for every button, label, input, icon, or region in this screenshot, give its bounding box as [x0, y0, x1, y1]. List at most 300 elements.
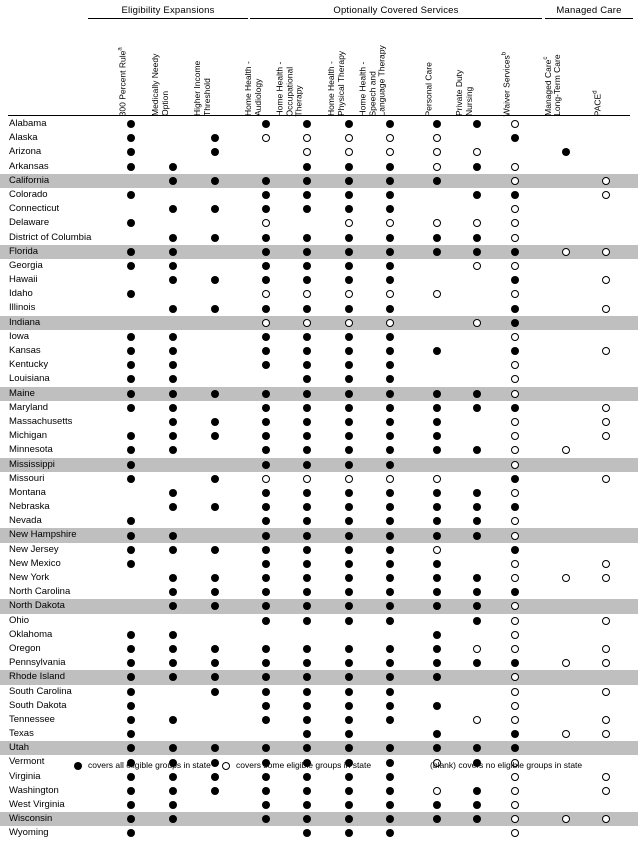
- coverage-marker-hh_ot: [303, 815, 311, 823]
- coverage-marker-pace: [602, 305, 610, 313]
- coverage-marker-hh_ot: [303, 602, 311, 610]
- coverage-marker-waiver: [511, 305, 519, 313]
- coverage-marker-higherincome: [211, 205, 219, 213]
- coverage-marker-hh_pt: [345, 801, 353, 809]
- coverage-marker-hh_ot: [303, 276, 311, 284]
- coverage-marker-hh_slt: [386, 461, 394, 469]
- coverage-marker-personalcare: [433, 588, 441, 596]
- state-name: Illinois: [9, 302, 36, 314]
- coverage-marker-hh_audiology: [262, 248, 270, 256]
- column-header-line: Audiology: [252, 78, 263, 116]
- coverage-marker-hh_pt: [345, 390, 353, 398]
- coverage-marker-hh_pt: [345, 716, 353, 724]
- coverage-marker-waiver: [511, 602, 519, 610]
- coverage-marker-hh_audiology: [262, 702, 270, 710]
- column-header-line: Waiver Services$^b$: [501, 51, 512, 116]
- coverage-marker-hh_ot: [303, 688, 311, 696]
- coverage-marker-hh_slt: [386, 829, 394, 837]
- state-name: Washington: [9, 784, 59, 796]
- coverage-marker-hh_audiology: [262, 659, 270, 667]
- coverage-marker-privateduty: [473, 801, 481, 809]
- coverage-marker-waiver: [511, 688, 519, 696]
- table-row[interactable]: [0, 798, 638, 812]
- table-row[interactable]: [0, 528, 638, 542]
- coverage-marker-rule300: [127, 546, 135, 554]
- state-name: Utah: [9, 742, 30, 754]
- coverage-marker-hh_audiology: [262, 574, 270, 582]
- coverage-marker-rule300: [127, 361, 135, 369]
- table-row[interactable]: [0, 642, 638, 656]
- coverage-marker-waiver: [511, 588, 519, 596]
- coverage-marker-hh_pt: [345, 560, 353, 568]
- coverage-marker-personalcare: [433, 120, 441, 128]
- coverage-marker-medneedy: [169, 361, 177, 369]
- group-header: [545, 5, 633, 19]
- table-row[interactable]: [0, 174, 638, 188]
- coverage-marker-hh_pt: [345, 404, 353, 412]
- table-row[interactable]: [0, 344, 638, 358]
- coverage-marker-hh_ot: [303, 787, 311, 795]
- coverage-marker-hh_slt: [386, 815, 394, 823]
- column-header-personalcare: [425, 62, 435, 116]
- coverage-marker-rule300: [127, 248, 135, 256]
- coverage-marker-hh_ot: [303, 134, 311, 142]
- coverage-marker-hh_slt: [386, 191, 394, 199]
- column-header-line: Higher Income: [192, 60, 202, 116]
- coverage-marker-hh_slt: [386, 205, 394, 213]
- coverage-marker-hh_pt: [345, 446, 353, 454]
- coverage-marker-hh_ot: [303, 333, 311, 341]
- coverage-marker-privateduty: [473, 390, 481, 398]
- coverage-marker-privateduty: [473, 532, 481, 540]
- table-row[interactable]: [0, 372, 638, 386]
- legend-label: covers some eligible groups in state: [236, 760, 372, 770]
- coverage-marker-hh_ot: [303, 588, 311, 596]
- coverage-marker-hh_ot: [303, 361, 311, 369]
- coverage-marker-higherincome: [211, 673, 219, 681]
- coverage-marker-medneedy: [169, 390, 177, 398]
- coverage-marker-hh_slt: [386, 148, 394, 156]
- state-name: Maine: [9, 387, 35, 399]
- coverage-marker-hh_ot: [303, 560, 311, 568]
- coverage-marker-higherincome: [211, 148, 219, 156]
- state-name: Ohio: [9, 614, 30, 626]
- coverage-marker-medneedy: [169, 574, 177, 582]
- coverage-marker-hh_ot: [303, 532, 311, 540]
- state-name: Rhode Island: [9, 671, 65, 683]
- coverage-marker-mltc: [562, 659, 570, 667]
- coverage-marker-personalcare: [433, 219, 441, 227]
- coverage-marker-mltc: [562, 248, 570, 256]
- coverage-marker-waiver: [511, 120, 519, 128]
- coverage-marker-waiver: [511, 290, 519, 298]
- coverage-marker-rule300: [127, 517, 135, 525]
- coverage-marker-waiver: [511, 361, 519, 369]
- coverage-marker-hh_ot: [303, 517, 311, 525]
- coverage-marker-hh_ot: [303, 730, 311, 738]
- coverage-marker-hh_pt: [345, 432, 353, 440]
- coverage-marker-hh_slt: [386, 347, 394, 355]
- table-row[interactable]: [0, 656, 638, 670]
- table-row[interactable]: [0, 429, 638, 443]
- table-row[interactable]: [0, 188, 638, 202]
- table-row[interactable]: [0, 301, 638, 315]
- coverage-marker-medneedy: [169, 432, 177, 440]
- table-row[interactable]: [0, 273, 638, 287]
- coverage-marker-hh_slt: [386, 617, 394, 625]
- coverage-marker-hh_slt: [386, 390, 394, 398]
- table-row[interactable]: [0, 628, 638, 642]
- coverage-marker-waiver: [511, 801, 519, 809]
- coverage-marker-hh_pt: [345, 191, 353, 199]
- coverage-marker-waiver: [511, 375, 519, 383]
- coverage-marker-hh_audiology: [262, 475, 270, 483]
- coverage-marker-higherincome: [211, 744, 219, 752]
- coverage-marker-hh_audiology: [262, 461, 270, 469]
- coverage-marker-medneedy: [169, 801, 177, 809]
- coverage-marker-mltc: [562, 815, 570, 823]
- column-header-line: 300 Percent Rule$^a$: [117, 46, 128, 116]
- table-row[interactable]: [0, 514, 638, 528]
- coverage-marker-personalcare: [433, 347, 441, 355]
- coverage-marker-hh_pt: [345, 673, 353, 681]
- coverage-marker-hh_ot: [303, 404, 311, 412]
- coverage-marker-hh_pt: [345, 688, 353, 696]
- table-row[interactable]: [0, 486, 638, 500]
- header-bottom-rule: [8, 115, 630, 116]
- coverage-marker-privateduty: [473, 815, 481, 823]
- column-header-higherincome: [193, 61, 212, 116]
- table-row[interactable]: [0, 145, 638, 159]
- coverage-marker-hh_audiology: [262, 688, 270, 696]
- coverage-marker-hh_slt: [386, 418, 394, 426]
- coverage-marker-hh_slt: [386, 517, 394, 525]
- coverage-marker-medneedy: [169, 177, 177, 185]
- coverage-marker-hh_pt: [345, 163, 353, 171]
- table-row[interactable]: [0, 131, 638, 145]
- coverage-marker-rule300: [127, 290, 135, 298]
- table-row[interactable]: [0, 699, 638, 713]
- coverage-marker-waiver: [511, 333, 519, 341]
- table-row[interactable]: [0, 741, 638, 755]
- table-row[interactable]: [0, 202, 638, 216]
- table-row[interactable]: [0, 784, 638, 798]
- state-name: South Dakota: [9, 699, 67, 711]
- table-row[interactable]: [0, 557, 638, 571]
- coverage-marker-personalcare: [433, 248, 441, 256]
- coverage-marker-waiver: [511, 730, 519, 738]
- coverage-marker-hh_audiology: [262, 347, 270, 355]
- coverage-marker-mltc: [562, 446, 570, 454]
- state-name: Pennsylvania: [9, 657, 66, 669]
- coverage-marker-higherincome: [211, 602, 219, 610]
- coverage-marker-hh_slt: [386, 744, 394, 752]
- column-header-line: Personal Care: [423, 61, 434, 116]
- table-row[interactable]: [0, 316, 638, 330]
- coverage-marker-higherincome: [211, 305, 219, 313]
- coverage-marker-higherincome: [211, 276, 219, 284]
- coverage-marker-hh_ot: [303, 702, 311, 710]
- state-name: Virginia: [9, 770, 41, 782]
- table-row[interactable]: [0, 216, 638, 230]
- coverage-marker-medneedy: [169, 645, 177, 653]
- coverage-marker-personalcare: [433, 404, 441, 412]
- state-name: North Carolina: [9, 586, 71, 598]
- table-row[interactable]: [0, 330, 638, 344]
- state-name: Massachusetts: [9, 415, 73, 427]
- coverage-marker-pace: [602, 574, 610, 582]
- coverage-marker-privateduty: [473, 262, 481, 270]
- coverage-marker-privateduty: [473, 503, 481, 511]
- coverage-marker-privateduty: [473, 659, 481, 667]
- coverage-marker-hh_ot: [303, 262, 311, 270]
- coverage-marker-rule300: [127, 532, 135, 540]
- coverage-marker-hh_audiology: [262, 645, 270, 653]
- coverage-marker-hh_ot: [303, 120, 311, 128]
- state-name: North Dakota: [9, 600, 65, 612]
- coverage-marker-hh_ot: [303, 248, 311, 256]
- column-header-line: Option: [159, 90, 170, 116]
- table-row[interactable]: [0, 670, 638, 684]
- group-header-row: [0, 0, 638, 26]
- table-row[interactable]: [0, 401, 638, 415]
- coverage-marker-medneedy: [169, 631, 177, 639]
- coverage-marker-rule300: [127, 432, 135, 440]
- table-row[interactable]: [0, 727, 638, 741]
- coverage-marker-rule300: [127, 702, 135, 710]
- coverage-marker-hh_slt: [386, 574, 394, 582]
- state-name: District of Columbia: [9, 231, 92, 243]
- column-header-line: Home Health -: [274, 61, 285, 116]
- coverage-marker-waiver: [511, 503, 519, 511]
- coverage-marker-hh_ot: [303, 205, 311, 213]
- legend-marker-part: [222, 762, 230, 770]
- column-header-mltc: [542, 55, 563, 116]
- coverage-marker-hh_ot: [303, 446, 311, 454]
- coverage-marker-medneedy: [169, 446, 177, 454]
- state-name: Oregon: [9, 642, 41, 654]
- coverage-marker-medneedy: [169, 744, 177, 752]
- table-row[interactable]: [0, 358, 638, 372]
- coverage-marker-pace: [602, 730, 610, 738]
- table-row[interactable]: [0, 713, 638, 727]
- coverage-marker-rule300: [127, 404, 135, 412]
- coverage-marker-privateduty: [473, 617, 481, 625]
- group-header: [250, 5, 542, 19]
- coverage-marker-waiver: [511, 446, 519, 454]
- coverage-marker-hh_audiology: [262, 262, 270, 270]
- coverage-marker-waiver: [511, 645, 519, 653]
- table-row[interactable]: [0, 160, 638, 174]
- coverage-marker-hh_pt: [345, 305, 353, 313]
- coverage-marker-hh_slt: [386, 532, 394, 540]
- state-name: Kansas: [9, 345, 41, 356]
- coverage-marker-medneedy: [169, 248, 177, 256]
- table-row[interactable]: [0, 599, 638, 613]
- coverage-marker-waiver: [511, 219, 519, 227]
- coverage-marker-personalcare: [433, 234, 441, 242]
- table-row[interactable]: [0, 826, 638, 840]
- coverage-marker-hh_ot: [303, 546, 311, 554]
- table-row[interactable]: [0, 812, 638, 826]
- coverage-marker-hh_ot: [303, 829, 311, 837]
- table-row[interactable]: [0, 585, 638, 599]
- coverage-marker-rule300: [127, 673, 135, 681]
- state-name: Alaska: [9, 132, 38, 144]
- coverage-marker-medneedy: [169, 602, 177, 610]
- coverage-marker-privateduty: [473, 787, 481, 795]
- coverage-marker-waiver: [511, 461, 519, 469]
- coverage-marker-hh_slt: [386, 688, 394, 696]
- coverage-marker-waiver: [511, 475, 519, 483]
- coverage-marker-waiver: [511, 163, 519, 171]
- column-header-line: Physical Therapy: [335, 50, 346, 116]
- coverage-marker-hh_audiology: [262, 503, 270, 511]
- coverage-marker-hh_audiology: [262, 290, 270, 298]
- coverage-marker-hh_pt: [345, 617, 353, 625]
- column-header-footnote-marker: c: [543, 56, 550, 60]
- coverage-marker-hh_slt: [386, 659, 394, 667]
- coverage-marker-hh_ot: [303, 659, 311, 667]
- column-header-line: Home Health -: [243, 61, 253, 116]
- coverage-marker-personalcare: [433, 815, 441, 823]
- coverage-marker-rule300: [127, 730, 135, 738]
- coverage-marker-rule300: [127, 475, 135, 483]
- table-row[interactable]: [0, 415, 638, 429]
- coverage-marker-hh_ot: [303, 574, 311, 582]
- coverage-marker-personalcare: [433, 673, 441, 681]
- coverage-marker-hh_slt: [386, 319, 394, 327]
- coverage-marker-medneedy: [169, 716, 177, 724]
- table-row[interactable]: [0, 543, 638, 557]
- table-row[interactable]: [0, 287, 638, 301]
- coverage-marker-rule300: [127, 815, 135, 823]
- state-name: Connecticut: [9, 203, 60, 215]
- coverage-marker-hh_ot: [303, 163, 311, 171]
- state-name: New Jersey: [9, 543, 59, 555]
- table-row[interactable]: [0, 614, 638, 628]
- table-row[interactable]: [0, 443, 638, 457]
- coverage-marker-waiver: [511, 234, 519, 242]
- coverage-marker-hh_audiology: [262, 446, 270, 454]
- coverage-marker-hh_slt: [386, 588, 394, 596]
- table-row[interactable]: [0, 231, 638, 245]
- state-name: Texas: [9, 728, 34, 740]
- coverage-marker-personalcare: [433, 787, 441, 795]
- coverage-marker-waiver: [511, 319, 519, 327]
- coverage-marker-hh_audiology: [262, 134, 270, 142]
- coverage-marker-waiver: [511, 546, 519, 554]
- group-header-rule: [545, 18, 633, 19]
- state-name: Tennessee: [9, 713, 55, 725]
- coverage-marker-higherincome: [211, 418, 219, 426]
- coverage-marker-personalcare: [433, 744, 441, 752]
- state-name: Oklahoma: [9, 628, 53, 640]
- coverage-marker-hh_pt: [345, 262, 353, 270]
- coverage-marker-privateduty: [473, 602, 481, 610]
- coverage-marker-pace: [602, 475, 610, 483]
- coverage-marker-privateduty: [473, 517, 481, 525]
- coverage-marker-hh_pt: [345, 290, 353, 298]
- coverage-marker-waiver: [511, 205, 519, 213]
- table-row[interactable]: [0, 387, 638, 401]
- coverage-marker-hh_pt: [345, 588, 353, 596]
- state-name: Nebraska: [9, 501, 50, 513]
- coverage-marker-waiver: [511, 134, 519, 142]
- coverage-marker-hh_audiology: [262, 815, 270, 823]
- table-row[interactable]: [0, 117, 638, 131]
- coverage-marker-hh_pt: [345, 645, 353, 653]
- column-header-line: Long-Term Care: [552, 54, 563, 116]
- table-row[interactable]: [0, 472, 638, 486]
- coverage-marker-personalcare: [433, 546, 441, 554]
- state-name: California: [9, 174, 50, 186]
- coverage-marker-hh_audiology: [262, 219, 270, 227]
- table-row[interactable]: [0, 259, 638, 273]
- coverage-marker-waiver: [511, 702, 519, 710]
- column-header-line: Nursing: [463, 86, 474, 116]
- table-row[interactable]: [0, 500, 638, 514]
- state-name: Montana: [9, 486, 46, 498]
- coverage-marker-rule300: [127, 801, 135, 809]
- state-name: South Carolina: [9, 685, 72, 697]
- coverage-marker-rule300: [127, 134, 135, 142]
- coverage-marker-hh_slt: [386, 375, 394, 383]
- coverage-marker-personalcare: [433, 134, 441, 142]
- coverage-marker-hh_slt: [386, 163, 394, 171]
- coverage-marker-hh_slt: [386, 361, 394, 369]
- state-name: West Virginia: [9, 799, 65, 810]
- coverage-marker-waiver: [511, 248, 519, 256]
- coverage-marker-hh_pt: [345, 361, 353, 369]
- coverage-marker-medneedy: [169, 163, 177, 171]
- coverage-marker-privateduty: [473, 446, 481, 454]
- coverage-marker-hh_pt: [345, 829, 353, 837]
- coverage-marker-hh_audiology: [262, 489, 270, 497]
- coverage-marker-hh_slt: [386, 475, 394, 483]
- state-name: Vermont: [9, 756, 45, 768]
- coverage-marker-hh_pt: [345, 333, 353, 341]
- coverage-marker-hh_ot: [303, 191, 311, 199]
- group-header-label: Optionally Covered Services: [333, 5, 459, 16]
- coverage-marker-rule300: [127, 163, 135, 171]
- coverage-marker-privateduty: [473, 574, 481, 582]
- coverage-marker-hh_audiology: [262, 602, 270, 610]
- coverage-marker-hh_ot: [303, 305, 311, 313]
- coverage-marker-hh_audiology: [262, 787, 270, 795]
- table-row[interactable]: [0, 685, 638, 699]
- table-row[interactable]: [0, 571, 638, 585]
- coverage-marker-hh_slt: [386, 404, 394, 412]
- state-name: Mississippi: [9, 458, 55, 470]
- coverage-marker-hh_pt: [345, 659, 353, 667]
- table-row[interactable]: [0, 458, 638, 472]
- coverage-marker-hh_pt: [345, 248, 353, 256]
- coverage-marker-higherincome: [211, 177, 219, 185]
- coverage-marker-waiver: [511, 262, 519, 270]
- coverage-marker-hh_audiology: [262, 517, 270, 525]
- coverage-marker-privateduty: [473, 148, 481, 156]
- coverage-marker-waiver: [511, 418, 519, 426]
- state-name: Indiana: [9, 316, 41, 328]
- coverage-marker-personalcare: [433, 631, 441, 639]
- coverage-marker-medneedy: [169, 276, 177, 284]
- coverage-marker-personalcare: [433, 645, 441, 653]
- coverage-marker-hh_audiology: [262, 432, 270, 440]
- coverage-marker-waiver: [511, 532, 519, 540]
- coverage-marker-higherincome: [211, 134, 219, 142]
- table-row[interactable]: [0, 245, 638, 259]
